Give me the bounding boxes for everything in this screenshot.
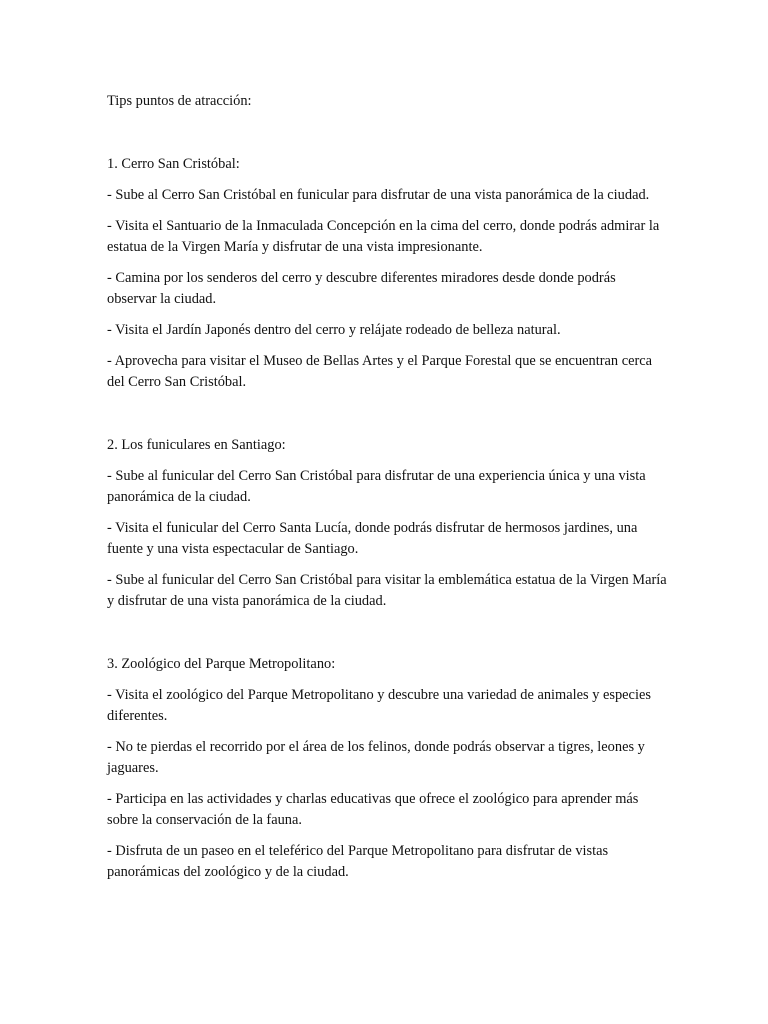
- bullet-item: - Camina por los senderos del cerro y descubre diferentes miradores desde donde podrás observar la ciudad.: [107, 270, 616, 307]
- bullet-item: - No te pierdas el recorrido por el área de los felinos, donde podrás observar a tigres, leones y jaguares.: [107, 739, 645, 776]
- bullet-item: - Sube al funicular del Cerro San Cristóbal para disfrutar de una experiencia única y una vista panorámica de la ciudad.: [107, 468, 646, 505]
- bullet-item: - Participa en las actividades y charlas educativas que ofrece el zoológico para aprender más sobre la conservación de la fauna.: [107, 791, 639, 828]
- section-zoologico: [107, 654, 667, 883]
- bullet-item: - Visita el Santuario de la Inmaculada Concepción en la cima del cerro, donde podrás admirar la estatua de la Virgen María y disfrutar de una vista impresionante.: [107, 218, 660, 255]
- bullet-item: - Aprovecha para visitar el Museo de Bellas Artes y el Parque Forestal que se encuentran cerca del Cerro San Cristóbal.: [107, 353, 653, 390]
- bullet-item: - Sube al Cerro San Cristóbal en funicular para disfrutar de una vista panorámica de la ciudad.: [107, 187, 650, 203]
- section-heading: 2. Los funiculares en Santiago:: [107, 437, 286, 453]
- section-heading: 1. Cerro San Cristóbal:: [107, 156, 240, 172]
- bullet-item: - Visita el Jardín Japonés dentro del cerro y relájate rodeado de belleza natural.: [107, 322, 561, 338]
- bullet-item: - Visita el funicular del Cerro Santa Lucía, donde podrás disfrutar de hermosos jardines, una fuente y una vista espectacular de Santiago.: [107, 520, 638, 557]
- section-heading: 3. Zoológico del Parque Metropolitano:: [107, 656, 336, 672]
- section-funiculares: [107, 435, 667, 612]
- bullet-item: - Disfruta de un paseo en el teleférico del Parque Metropolitano para disfrutar de vistas panorámicas del zoológico y de la ciudad.: [107, 843, 609, 880]
- document-title: Tips puntos de atracción:: [107, 93, 252, 109]
- bullet-item: - Sube al funicular del Cerro San Cristóbal para visitar la emblemática estatua de la Virgen María y disfrutar de una vista panorámica de la ciudad.: [107, 572, 667, 609]
- document-body: [107, 91, 667, 925]
- section-cerro-san-cristobal: [107, 154, 667, 393]
- bullet-item: - Visita el zoológico del Parque Metropolitano y descubre una variedad de animales y especies diferentes.: [107, 687, 651, 724]
